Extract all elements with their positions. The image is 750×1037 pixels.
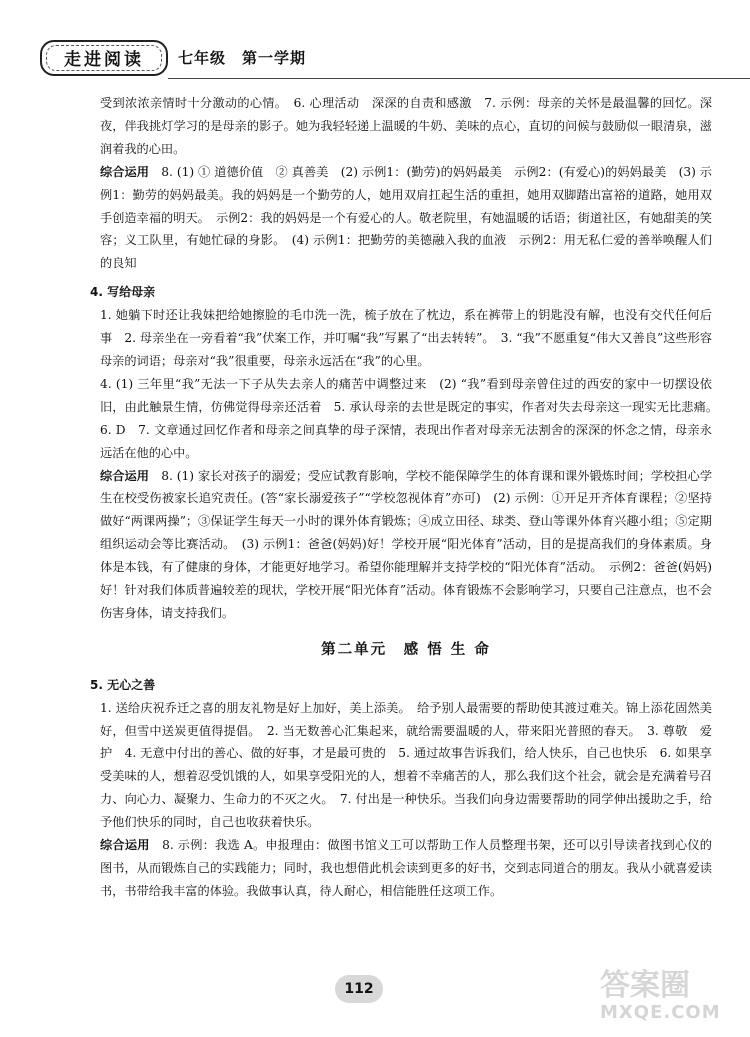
section-5-heading	[90, 674, 712, 697]
book-title: 走进阅读	[64, 50, 144, 70]
paragraph-continuation: 受到浓浓亲情时十分激动的心情。 6. 心理活动 深深的自责和感激 7. 示例：母亲的关怀是最温馨的回忆。深夜，伴我挑灯学习的是母亲的影子。她为我轻轻递上温暖的牛奶、美味的点心，直切的问候与鼓励似一眼清泉，滋润着我的心田。	[100, 96, 712, 156]
book-title-badge	[40, 40, 168, 76]
section-4-apply	[100, 465, 712, 625]
apply-text: 8. (1) ① 道德价值 ② 真善美 (2) 示例1：(勤劳)的妈妈最美 示例2：(有爱心)的妈妈最美 (3) 示例1：勤劳的妈妈最美。我的妈妈是一个勤劳的人，她用双肩扛起生活的重担，她用双脚踏出富裕的道路，她用双手创造幸福的明天。 示例2：我的妈妈是一个有爱心的人。敬老院里，有她温暖的话语；街道社区，有她甜美的笑容；义工队里，有她忙碌的身影。 (4) 示例1：把勤劳的美德融入我的血液 示例2：用无私仁爱的善举唤醒人们的良知	[100, 164, 712, 271]
watermark-url: MXQE.COM	[600, 1002, 721, 1023]
header-divider	[168, 78, 750, 79]
answer-content	[90, 92, 725, 903]
section-4-paragraph-2: 4. (1) 三年里“我”无法一下子从失去亲人的痛苦中调整过来 (2) “我”看到母亲曾住过的西安的家中一切摆设依旧，由此触景生情，仿佛觉得母亲还活着 5. 承认母亲的去世是既定的事实，作者对失去母亲这一现实无比悲痛。 6. D 7. 文章通过回忆作者和母亲之间真挚的母子深情，表现出作者对母亲无法割舍的深深的怀念之情，母亲永远活在他的心中。	[100, 376, 725, 460]
unit-title: 第二单元 感 悟 生 命	[321, 641, 491, 658]
section-title: 5. 无心之善	[90, 677, 156, 692]
section-4-paragraph-1: 1. 她躺下时还让我妹把给她擦脸的毛巾洗一洗，梳子放在了枕边，系在裤带上的钥匙没有解，也没有交代任何后事 2. 母亲坐在一旁看着“我”伏案工作，并叮嘱“我”写累了“出去转转”。 3. “我”不愿重复“伟大又善良”这些形容母亲的词语；母亲对“我”很重要，母亲永远活在“我”的心里。	[100, 308, 712, 368]
apply-label: 综合运用	[100, 468, 149, 483]
grade-semester-label: 七年级 第一学期	[178, 49, 307, 67]
apply-label: 综合运用	[100, 164, 150, 179]
section-title: 4. 写给母亲	[90, 285, 156, 300]
watermark-text: 答案圈	[600, 968, 690, 1003]
apply-label: 综合运用	[100, 838, 150, 853]
apply-text: 8. (1) 家长对孩子的溺爱；受应试教育影响，学校不能保障学生的体育课和课外锻炼时间；学校担心学生在校受伤被家长追究责任。(答“家长溺爱孩子”“学校忽视体育”亦可) (2) 示例：①开足开齐体育课程；②坚持做好“两课两操”；③保证学生每天一小时的课外体育锻炼；④成立田径、球类、登山等课外体育兴趣小组；⑤定期组织运动会等比赛活动。 (3) 示例1：爸爸(妈妈)好！学校开展“阳光体育”活动，目的是提高我们的身体素质。身体是本钱，有了健康的身体，才能更好地学习。希望你能理解并支持学校的“阳光体育”活动。 示例2：爸爸(妈妈)好！针对我们体质普遍较差的现状，学校开展“阳光体育”活动。体育锻炼不会影响学习，只要自己注意点，也不会伤害身体，请支持我们。	[100, 468, 713, 620]
section-5-apply	[100, 834, 712, 903]
page-number: 112	[335, 975, 383, 1003]
apply-text: 8. 示例：我选 A。申报理由：做图书馆义工可以帮助工作人员整理书架，还可以引导读者找到心仪的图书，从而锻炼自己的实践能力；同时，我也想借此机会读到更多的好书，交到志同道合的朋友。我从小就喜爱读书，书带给我丰富的体验。我做事认真，待人耐心，相信能胜任这项工作。	[100, 838, 712, 898]
watermark-logo	[600, 960, 740, 1030]
apply-paragraph-1	[100, 161, 712, 276]
section-4-heading	[90, 281, 712, 304]
section-5-paragraph-1: 1. 送给庆祝乔迁之喜的朋友礼物是好上加好，美上添美。 给予别人最需要的帮助使其渡过难关。锦上添花固然美好，但雪中送炭更值得提倡。 2. 当无数善心汇集起来，就给需要温暖的人，带来阳光普照的春天。 3. 尊敬 爱护 4. 无意中付出的善心、做的好事，才是最可贵的 5. 通过故事告诉我们，给人快乐，自己也快乐 6. 如果享受美味的人，想着忍受饥饿的人，如果享受阳光的人，想着不幸痛苦的人，那么我们这个社会，就会是充满着号召力、向心力、凝聚力、生命力的不灭之火。 7. 付出是一种快乐。当我们向身边需要帮助的同学伸出援助之手，给予他们快乐的同时，自己也收获着快乐。	[100, 700, 712, 830]
page-header	[40, 40, 730, 76]
